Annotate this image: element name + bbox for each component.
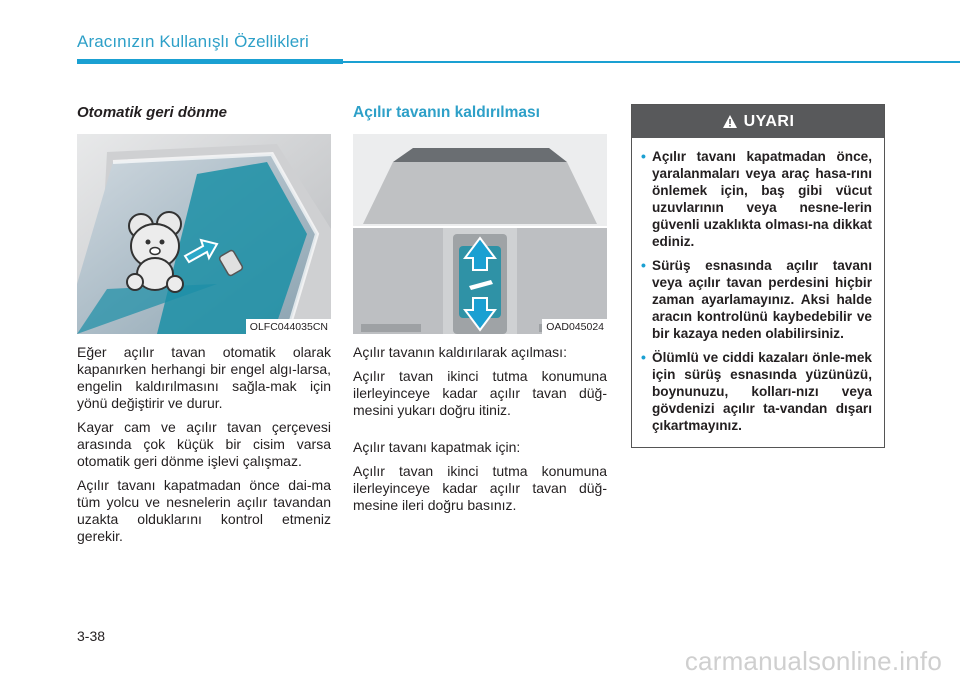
header-rule-thick — [77, 59, 343, 64]
warning-triangle-icon — [722, 114, 738, 129]
paragraph: Açılır tavan ikinci tutma konumuna ilerleyinceye kadar açılır tavan düğ-mesini yukarı doğru itiniz. — [353, 368, 607, 418]
paragraph: Açılır tavanı kapatmadan önce dai-ma tüm yolcu ve nesnelerin açılır tavandan uzakta olduklarını kontrol etmeniz gerekir. — [77, 477, 331, 544]
sunroof-obstacle-illustration — [77, 134, 331, 334]
teddy-bear-icon — [127, 212, 183, 292]
header-section-title: Aracınızın Kullanışlı Özellikleri — [77, 32, 309, 51]
bullet-icon: • — [641, 148, 646, 164]
paragraph: Eğer açılır tavan otomatik olarak kapanırken herhangi bir engel algı-larsa, engelin kaldırılmasını sağla-mak için yönü değiştirir ve durur. — [77, 344, 331, 411]
paragraph: Açılır tavanı kapatmak için: — [353, 439, 521, 455]
column-auto-reverse — [77, 104, 331, 552]
sunroof-switch-illustration — [353, 134, 607, 334]
warning-header — [632, 105, 884, 138]
warning-list — [632, 138, 884, 434]
figure-sunroof-switch — [353, 134, 607, 334]
figure-caption: OLFC044035CN — [246, 319, 331, 334]
paragraph: Kayar cam ve açılır tavan çerçevesi arasında çok küçük bir cisim varsa otomatik geri dönme işlevi çalışmaz. — [77, 419, 331, 469]
warning-box — [631, 104, 885, 448]
warning-item: • Sürüş esnasında açılır tavanı veya açılır tavan perdesini hiçbir zaman ayarlamayınız. Aksi halde aracın kontrolünü kaybedebilir ve bir kazaya neden olabilirsiniz. — [641, 257, 872, 341]
warning-title: UYARI — [743, 112, 795, 130]
warning-item: • Ölümlü ve ciddi kazaları önle-mek için sürüş esnasında yüzünüzü, boynunuzu, kolları-nızı veya gövdenizi açılır ta-vandan dışarı çıkartmayınız. — [641, 349, 872, 433]
heading-auto-reverse: Otomatik geri dönme — [77, 104, 228, 121]
warning-item: • Açılır tavanı kapatmadan önce, yaralanmaları veya araç hasa-rını önlemek için, baş gibi vücut uzuvlarının veya nesne-lerin güvenli uzaklıkta olması-na dikkat ediniz. — [641, 148, 872, 249]
paragraph: Açılır tavanın kaldırılarak açılması: — [353, 344, 567, 360]
column-tilt-sunroof — [353, 104, 607, 521]
paragraph: Açılır tavan ikinci tutma konumuna ilerleyinceye kadar açılır tavan düğ-mesine ileri doğru basınız. — [353, 463, 607, 513]
bullet-icon: • — [641, 349, 646, 365]
page-number: 3-38 — [77, 628, 106, 644]
figure-caption: OAD045024 — [542, 319, 607, 334]
header-rule-thin — [343, 61, 960, 63]
bullet-icon: • — [641, 257, 646, 273]
figure-sunroof-obstacle — [77, 134, 331, 334]
warning-column — [631, 104, 885, 448]
heading-tilt-sunroof: Açılır tavanın kaldırılması — [353, 104, 540, 121]
watermark: carmanualsonline.info — [684, 646, 942, 676]
